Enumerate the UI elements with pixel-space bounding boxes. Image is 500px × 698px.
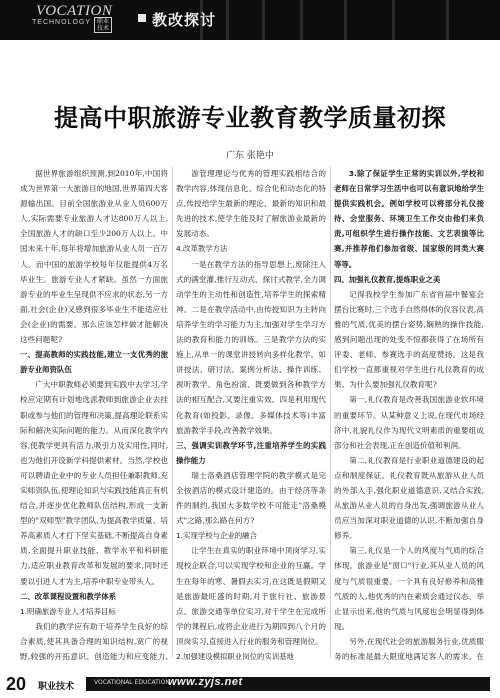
paragraph: 第一,礼仪教育是改善我国旅游业软环境的重要环节。从某种意义上说,在现代市场经济中,礼貌礼仪作为现代文明素质的重要组成部分和社会表现,正在创造价值和利润。 [334,395,484,450]
journal-logo [10,2,140,38]
paragraph: 3.除了保证学生正常的实训以外,学校和老师在日常学习生活中也可以有意识地给学生提供实践机会。例如学校可以将部分礼仪接待、会堂服务、环境卫生工作交由他们来负责,可组织学生进行操作技能、文艺表演等比赛,并推荐他们参加省级、国家级的同类大赛等等。 [334,169,484,269]
logo-text-secondary: TECHNOLOGY [32,19,92,26]
subsection-heading: 1.实现学校与企业的融合 [176,531,257,541]
paragraph: 瑞士洛桑酒店管理学院的教学模式是完全按酒店的模式设计建造的。由于经济等条件的制约,我国大多数学校不可能走"洛桑模式"之路,那么路在何方? [176,470,326,526]
section-heading: 二、改革课程设置和教学体系 [20,591,117,601]
paragraph: 第二,礼仪教育是行业职业道德建设的起点和制度保证。礼仪教育既从旅游从业人员的外部入手,强化职业道德意识,又结合实践,从旅游从业人员的自身出发,强调旅游从业人员应当加深对职业道德的认识,不断加强自身修养。 [334,455,484,541]
paragraph: 广大中职教师必须要到实践中去学习,学校应定期有计划地选派教师到旅游企业去挂职或参与他们的管理和决策,提高理论联系实际和解决实际问题的能力。从而深化教学内容,使教学更具有活力,吸引力及实用性,同时,也为他们开设新学科提供素材。当然,学校也可以聘请企业中的专业人员担任兼职教师,充实师资队伍,使理论知识与实践技能真正有机结合,并逐步优化教师队伍结构,形成一支新型的"双师型"教学团队,为提高教学质量、培养高素质人才打下坚实基础,不断提高自身素质,全面提升职业技能、教学水平和科研能力,适应职业教育改革和发展的要求,同时还要以引进人才为主,培养中职专业带头人。 [20,380,168,586]
section-heading: 一、提高教师的实践技能,建立一支优秀的旅游专业师资队伍 [20,350,168,375]
section-heading: 四、加强礼仪教育,提炼职业之美 [334,274,441,284]
journal-name: 职业技术 [38,682,75,692]
section-heading: 三、强调实训教学环节,注重培养学生的实践操作能力 [176,440,326,465]
paragraph: 据世界旅游组织预测,到2010年,中国将成为世界第一大旅游目的地国,世界第四大客源输出国。目前全国旅游业从业人员600万人,实际需要专业旅游人才达800万人以上,全国旅游人才的缺口至少200万人以上。中国未来十年,每年将增加旅游从业人员一百万人。而中国的旅游学校每年仅能提供4万名毕业生。旅游专业人才紧缺。虽然一方面旅游专业的毕业生呈现供不应求的状态,另一方面,社会(企业)又感到很多毕业生不能适应社会(企业)的需要。那么应该怎样做才能解决这些问题呢? [20,169,168,345]
section-label: 教改探讨 [152,11,217,29]
paragraph: 第三,礼仪是一个人的风度与气质的综合体现。旅游业是"窗口"行业,其从业人员的风度与气质很重要。一个具有良好修养和高雅气质的人,他优秀的内在素质会通过仪态、举止显示出来,他的气质与风度也会明显得到体现。 [334,546,484,631]
subsection-heading: 4.改革教学方法 [176,244,228,254]
paragraph: 一是在教学方法的指导思想上,废除注入式的满堂灌,推行互动式、探讨式教学,全力调动学生的主动性和创造性,培养学生的探索精神。二是在教学活动中,由传授知识为主转向培养学生的学习能力为主,加强对学生学习方法的教育和能力的训练。三是教学方法的实施上,从单一的课堂讲授转向多样化教学。如讲授法、研讨法、案例分析法、操作训练、视听教学、角色扮演、既要做到各种教学方法的相互配合,又要注重实效。四是利用现代化教育(如投影、录像、多媒体技术等)丰富旅游教学手段,改善教学效果。 [176,259,326,435]
text-column-3 [334,166,484,662]
column-divider [330,166,331,658]
header-band [0,0,500,40]
logo-cn-mark: 职业技术 [94,17,112,33]
paragraph: 我们的教学应有助于培养学生良好的综合素质,使其具备合理的知识结构,宽广的视野,较强的开拓意识、创造能力和应变能力, [20,621,168,661]
article-title: 提高中职旅游专业教育教学质量初探 [54,104,446,132]
article-author: 广东 张艳中 [226,151,274,161]
footer-website: www.zyjs.net [168,676,243,688]
text-column-1 [20,166,168,662]
paragraph: 让学生在真实的职业环境中顶岗学习,实现校企联合,可以实现学校和企业的互赢。学生在每年的寒、暑假去实习,在这既是假期又是旅游最旺盛的时期,对于旅行社、旅游景点、旅游交通等单位实习,对于学生在完成所学的课程后,或将企业进行为期四到八个月的顶岗实习,直接进入行业的服务和管理岗位。 [176,546,326,646]
paragraph: 游管理理论与优秀的管理实践相结合的教学内容,体现信息化、综合化和动态化的特点,传授给学生最新的理论、最新的知识和最先进的技术,使学生能及时了解旅游业最新的发展动态。 [176,169,326,239]
subsection-heading: 1.明确旅游专业人才培养目标 [20,606,116,616]
page-number: 20 [6,674,27,694]
subsection-heading: 2.加强建设模拟职业岗位的实训基地 [176,652,294,661]
paragraph: 另外,在现代社会的旅游服务行业,优质服务的标准是最大限度地满足客人的需求。在 [334,636,484,661]
text-column-2 [176,166,326,662]
footer-issue: VOCATIONAL EDUCATION [94,679,170,686]
logo-text-primary: VOCATION [36,3,113,19]
page-footer [0,672,500,698]
paragraph: 记得我校学生参加广东省首届中餐宴会摆台比赛时,三个选手自然得体的仪容仪表,高雅的气质,优美的摆台姿势,娴熟的操作技能,感到问题出现的处变不惊都获得了在场所有评委、老师、参赛选手的高度赞扬。这是我们学校一直都重视对学生进行礼仪教育的成果。为什么要加强礼仪教育呢? [334,289,484,390]
column-divider [172,166,173,658]
